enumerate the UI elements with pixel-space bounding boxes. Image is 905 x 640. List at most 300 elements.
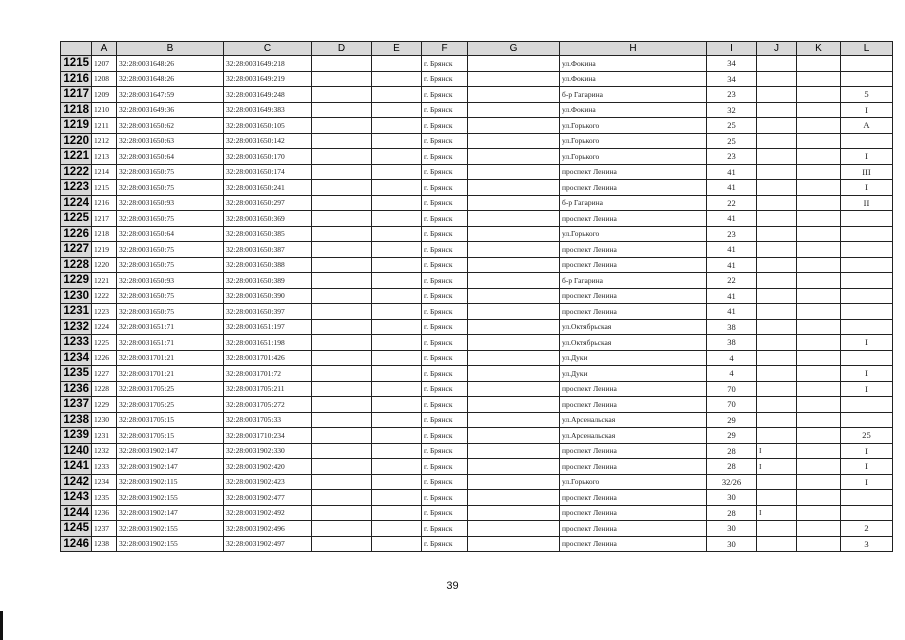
- cell-a[interactable]: 1213: [92, 149, 117, 165]
- cell-l[interactable]: [841, 242, 893, 258]
- cell-c[interactable]: 32:28:0031705:272: [224, 397, 312, 413]
- cell-g[interactable]: [468, 273, 560, 289]
- cell-k[interactable]: [797, 412, 841, 428]
- cell-i[interactable]: 28: [707, 505, 757, 521]
- cell-b[interactable]: 32:28:0031902:147: [117, 459, 224, 475]
- cell-d[interactable]: [312, 536, 372, 552]
- cell-l[interactable]: I: [841, 366, 893, 382]
- cell-j[interactable]: [757, 257, 797, 273]
- row-header[interactable]: 1216: [61, 71, 92, 87]
- cell-c[interactable]: 32:28:0031650:170: [224, 149, 312, 165]
- cell-c[interactable]: 32:28:0031650:174: [224, 164, 312, 180]
- cell-d[interactable]: [312, 304, 372, 320]
- cell-k[interactable]: [797, 164, 841, 180]
- cell-a[interactable]: 1225: [92, 335, 117, 351]
- cell-d[interactable]: [312, 288, 372, 304]
- cell-k[interactable]: [797, 381, 841, 397]
- cell-h[interactable]: ул.Горького: [560, 133, 707, 149]
- cell-e[interactable]: [372, 71, 422, 87]
- cell-d[interactable]: [312, 443, 372, 459]
- cell-e[interactable]: [372, 273, 422, 289]
- cell-e[interactable]: [372, 474, 422, 490]
- row-header[interactable]: 1240: [61, 443, 92, 459]
- cell-k[interactable]: [797, 102, 841, 118]
- row-header[interactable]: 1221: [61, 149, 92, 165]
- cell-a[interactable]: 1238: [92, 536, 117, 552]
- cell-f[interactable]: г. Брянск: [422, 319, 468, 335]
- cell-e[interactable]: [372, 521, 422, 537]
- cell-i[interactable]: 28: [707, 459, 757, 475]
- cell-k[interactable]: [797, 428, 841, 444]
- cell-d[interactable]: [312, 87, 372, 103]
- cell-i[interactable]: 4: [707, 350, 757, 366]
- cell-k[interactable]: [797, 505, 841, 521]
- cell-c[interactable]: 32:28:0031650:241: [224, 180, 312, 196]
- row-header[interactable]: 1229: [61, 273, 92, 289]
- cell-f[interactable]: г. Брянск: [422, 366, 468, 382]
- cell-h[interactable]: ул.Горького: [560, 226, 707, 242]
- cell-d[interactable]: [312, 335, 372, 351]
- cell-i[interactable]: 23: [707, 87, 757, 103]
- cell-d[interactable]: [312, 412, 372, 428]
- cell-c[interactable]: 32:28:0031649:248: [224, 87, 312, 103]
- cell-i[interactable]: 30: [707, 521, 757, 537]
- row-header[interactable]: 1245: [61, 521, 92, 537]
- cell-a[interactable]: 1232: [92, 443, 117, 459]
- cell-k[interactable]: [797, 149, 841, 165]
- cell-b[interactable]: 32:28:0031648:26: [117, 71, 224, 87]
- cell-h[interactable]: б-р Гагарина: [560, 273, 707, 289]
- cell-e[interactable]: [372, 195, 422, 211]
- cell-l[interactable]: [841, 226, 893, 242]
- cell-f[interactable]: г. Брянск: [422, 304, 468, 320]
- cell-i[interactable]: 38: [707, 335, 757, 351]
- cell-g[interactable]: [468, 226, 560, 242]
- cell-a[interactable]: 1224: [92, 319, 117, 335]
- cell-a[interactable]: 1230: [92, 412, 117, 428]
- cell-j[interactable]: [757, 366, 797, 382]
- cell-c[interactable]: 32:28:0031651:198: [224, 335, 312, 351]
- cell-g[interactable]: [468, 118, 560, 134]
- cell-b[interactable]: 32:28:0031650:63: [117, 133, 224, 149]
- cell-c[interactable]: 32:28:0031705:33: [224, 412, 312, 428]
- cell-j[interactable]: [757, 536, 797, 552]
- cell-i[interactable]: 22: [707, 273, 757, 289]
- cell-k[interactable]: [797, 304, 841, 320]
- cell-h[interactable]: проспект Ленина: [560, 505, 707, 521]
- cell-f[interactable]: г. Брянск: [422, 428, 468, 444]
- cell-c[interactable]: 32:28:0031701:426: [224, 350, 312, 366]
- cell-l[interactable]: II: [841, 195, 893, 211]
- cell-l[interactable]: [841, 273, 893, 289]
- cell-f[interactable]: г. Брянск: [422, 211, 468, 227]
- cell-f[interactable]: г. Брянск: [422, 195, 468, 211]
- cell-a[interactable]: 1227: [92, 366, 117, 382]
- cell-g[interactable]: [468, 350, 560, 366]
- row-header[interactable]: 1217: [61, 87, 92, 103]
- cell-k[interactable]: [797, 180, 841, 196]
- cell-j[interactable]: [757, 164, 797, 180]
- cell-h[interactable]: проспект Ленина: [560, 490, 707, 506]
- cell-a[interactable]: 1216: [92, 195, 117, 211]
- cell-f[interactable]: г. Брянск: [422, 397, 468, 413]
- cell-h[interactable]: ул.Октябрьская: [560, 319, 707, 335]
- cell-d[interactable]: [312, 350, 372, 366]
- cell-a[interactable]: 1228: [92, 381, 117, 397]
- cell-f[interactable]: г. Брянск: [422, 474, 468, 490]
- cell-c[interactable]: 32:28:0031649:219: [224, 71, 312, 87]
- cell-j[interactable]: [757, 474, 797, 490]
- cell-i[interactable]: 38: [707, 319, 757, 335]
- cell-i[interactable]: 34: [707, 56, 757, 72]
- cell-h[interactable]: проспект Ленина: [560, 242, 707, 258]
- cell-a[interactable]: 1234: [92, 474, 117, 490]
- cell-g[interactable]: [468, 521, 560, 537]
- cell-b[interactable]: 32:28:0031701:21: [117, 366, 224, 382]
- cell-i[interactable]: 30: [707, 490, 757, 506]
- cell-d[interactable]: [312, 459, 372, 475]
- column-header[interactable]: I: [707, 42, 757, 56]
- cell-a[interactable]: 1210: [92, 102, 117, 118]
- cell-k[interactable]: [797, 288, 841, 304]
- cell-g[interactable]: [468, 319, 560, 335]
- cell-k[interactable]: [797, 397, 841, 413]
- cell-h[interactable]: проспект Ленина: [560, 443, 707, 459]
- cell-i[interactable]: 41: [707, 164, 757, 180]
- cell-b[interactable]: 32:28:0031902:155: [117, 490, 224, 506]
- cell-i[interactable]: 25: [707, 118, 757, 134]
- cell-g[interactable]: [468, 257, 560, 273]
- cell-h[interactable]: проспект Ленина: [560, 397, 707, 413]
- row-header[interactable]: 1244: [61, 505, 92, 521]
- cell-a[interactable]: 1209: [92, 87, 117, 103]
- cell-a[interactable]: 1208: [92, 71, 117, 87]
- row-header[interactable]: 1241: [61, 459, 92, 475]
- cell-a[interactable]: 1207: [92, 56, 117, 72]
- cell-f[interactable]: г. Брянск: [422, 350, 468, 366]
- cell-e[interactable]: [372, 180, 422, 196]
- cell-g[interactable]: [468, 195, 560, 211]
- cell-k[interactable]: [797, 443, 841, 459]
- cell-d[interactable]: [312, 133, 372, 149]
- cell-b[interactable]: 32:28:0031650:93: [117, 195, 224, 211]
- row-header[interactable]: 1230: [61, 288, 92, 304]
- cell-f[interactable]: г. Брянск: [422, 133, 468, 149]
- cell-b[interactable]: 32:28:0031650:75: [117, 164, 224, 180]
- row-header[interactable]: 1226: [61, 226, 92, 242]
- cell-c[interactable]: 32:28:0031650:397: [224, 304, 312, 320]
- cell-c[interactable]: 32:28:0031650:105: [224, 118, 312, 134]
- cell-l[interactable]: [841, 71, 893, 87]
- cell-k[interactable]: [797, 366, 841, 382]
- cell-a[interactable]: 1211: [92, 118, 117, 134]
- cell-f[interactable]: г. Брянск: [422, 56, 468, 72]
- cell-j[interactable]: I: [757, 459, 797, 475]
- cell-i[interactable]: 41: [707, 211, 757, 227]
- cell-l[interactable]: [841, 397, 893, 413]
- column-header[interactable]: D: [312, 42, 372, 56]
- cell-h[interactable]: ул.Арсенальская: [560, 412, 707, 428]
- cell-a[interactable]: 1212: [92, 133, 117, 149]
- row-header[interactable]: 1220: [61, 133, 92, 149]
- cell-h[interactable]: проспект Ленина: [560, 164, 707, 180]
- cell-l[interactable]: [841, 288, 893, 304]
- cell-b[interactable]: 32:28:0031902:147: [117, 505, 224, 521]
- row-header[interactable]: 1234: [61, 350, 92, 366]
- cell-c[interactable]: 32:28:0031902:492: [224, 505, 312, 521]
- cell-b[interactable]: 32:28:0031902:115: [117, 474, 224, 490]
- cell-c[interactable]: 32:28:0031902:497: [224, 536, 312, 552]
- cell-d[interactable]: [312, 505, 372, 521]
- cell-h[interactable]: ул.Фокина: [560, 56, 707, 72]
- cell-j[interactable]: [757, 397, 797, 413]
- cell-g[interactable]: [468, 211, 560, 227]
- cell-l[interactable]: I: [841, 180, 893, 196]
- cell-f[interactable]: г. Брянск: [422, 459, 468, 475]
- cell-h[interactable]: ул.Дуки: [560, 366, 707, 382]
- row-header[interactable]: 1239: [61, 428, 92, 444]
- cell-d[interactable]: [312, 319, 372, 335]
- cell-e[interactable]: [372, 288, 422, 304]
- cell-h[interactable]: проспект Ленина: [560, 459, 707, 475]
- cell-k[interactable]: [797, 242, 841, 258]
- cell-j[interactable]: [757, 118, 797, 134]
- cell-l[interactable]: [841, 211, 893, 227]
- cell-e[interactable]: [372, 257, 422, 273]
- cell-c[interactable]: 32:28:0031650:369: [224, 211, 312, 227]
- cell-d[interactable]: [312, 226, 372, 242]
- cell-b[interactable]: 32:28:0031650:64: [117, 226, 224, 242]
- cell-c[interactable]: 32:28:0031651:197: [224, 319, 312, 335]
- cell-h[interactable]: ул.Фокина: [560, 102, 707, 118]
- row-header[interactable]: 1242: [61, 474, 92, 490]
- cell-g[interactable]: [468, 102, 560, 118]
- cell-f[interactable]: г. Брянск: [422, 149, 468, 165]
- cell-h[interactable]: ул.Дуки: [560, 350, 707, 366]
- cell-b[interactable]: 32:28:0031705:25: [117, 397, 224, 413]
- row-header[interactable]: 1218: [61, 102, 92, 118]
- cell-i[interactable]: 22: [707, 195, 757, 211]
- cell-j[interactable]: I: [757, 443, 797, 459]
- cell-g[interactable]: [468, 459, 560, 475]
- cell-l[interactable]: [841, 350, 893, 366]
- cell-k[interactable]: [797, 273, 841, 289]
- cell-e[interactable]: [372, 118, 422, 134]
- cell-k[interactable]: [797, 335, 841, 351]
- cell-l[interactable]: [841, 56, 893, 72]
- cell-l[interactable]: 5: [841, 87, 893, 103]
- cell-j[interactable]: [757, 288, 797, 304]
- cell-h[interactable]: ул.Горького: [560, 149, 707, 165]
- cell-c[interactable]: 32:28:0031902:420: [224, 459, 312, 475]
- cell-a[interactable]: 1217: [92, 211, 117, 227]
- cell-k[interactable]: [797, 474, 841, 490]
- row-header[interactable]: 1215: [61, 56, 92, 72]
- cell-j[interactable]: [757, 335, 797, 351]
- cell-j[interactable]: [757, 350, 797, 366]
- column-header[interactable]: J: [757, 42, 797, 56]
- cell-j[interactable]: [757, 149, 797, 165]
- cell-e[interactable]: [372, 366, 422, 382]
- cell-f[interactable]: г. Брянск: [422, 226, 468, 242]
- cell-f[interactable]: г. Брянск: [422, 257, 468, 273]
- cell-g[interactable]: [468, 56, 560, 72]
- cell-e[interactable]: [372, 164, 422, 180]
- cell-g[interactable]: [468, 180, 560, 196]
- cell-k[interactable]: [797, 71, 841, 87]
- cell-k[interactable]: [797, 226, 841, 242]
- cell-i[interactable]: 41: [707, 304, 757, 320]
- cell-h[interactable]: ул.Горького: [560, 118, 707, 134]
- cell-b[interactable]: 32:28:0031902:155: [117, 536, 224, 552]
- cell-d[interactable]: [312, 257, 372, 273]
- cell-l[interactable]: [841, 412, 893, 428]
- cell-e[interactable]: [372, 459, 422, 475]
- cell-d[interactable]: [312, 381, 372, 397]
- cell-l[interactable]: I: [841, 102, 893, 118]
- cell-l[interactable]: I: [841, 381, 893, 397]
- cell-i[interactable]: 70: [707, 397, 757, 413]
- cell-i[interactable]: 29: [707, 428, 757, 444]
- cell-l[interactable]: III: [841, 164, 893, 180]
- cell-e[interactable]: [372, 428, 422, 444]
- cell-c[interactable]: 32:28:0031649:218: [224, 56, 312, 72]
- cell-e[interactable]: [372, 102, 422, 118]
- cell-l[interactable]: [841, 257, 893, 273]
- cell-c[interactable]: 32:28:0031650:389: [224, 273, 312, 289]
- cell-c[interactable]: 32:28:0031701:72: [224, 366, 312, 382]
- column-header[interactable]: B: [117, 42, 224, 56]
- cell-e[interactable]: [372, 490, 422, 506]
- cell-e[interactable]: [372, 226, 422, 242]
- cell-j[interactable]: [757, 211, 797, 227]
- cell-d[interactable]: [312, 474, 372, 490]
- cell-c[interactable]: 32:28:0031902:477: [224, 490, 312, 506]
- cell-h[interactable]: проспект Ленина: [560, 288, 707, 304]
- cell-e[interactable]: [372, 505, 422, 521]
- row-header[interactable]: 1237: [61, 397, 92, 413]
- cell-b[interactable]: 32:28:0031650:75: [117, 304, 224, 320]
- cell-g[interactable]: [468, 428, 560, 444]
- cell-a[interactable]: 1215: [92, 180, 117, 196]
- cell-b[interactable]: 32:28:0031650:75: [117, 257, 224, 273]
- cell-h[interactable]: б-р Гагарина: [560, 87, 707, 103]
- cell-c[interactable]: 32:28:0031710:234: [224, 428, 312, 444]
- cell-d[interactable]: [312, 56, 372, 72]
- cell-b[interactable]: 32:28:0031650:93: [117, 273, 224, 289]
- row-header[interactable]: 1231: [61, 304, 92, 320]
- cell-g[interactable]: [468, 366, 560, 382]
- cell-h[interactable]: проспект Ленина: [560, 381, 707, 397]
- cell-j[interactable]: [757, 87, 797, 103]
- cell-d[interactable]: [312, 242, 372, 258]
- cell-j[interactable]: [757, 195, 797, 211]
- cell-j[interactable]: [757, 412, 797, 428]
- cell-g[interactable]: [468, 397, 560, 413]
- cell-c[interactable]: 32:28:0031649:383: [224, 102, 312, 118]
- cell-l[interactable]: 3: [841, 536, 893, 552]
- cell-k[interactable]: [797, 211, 841, 227]
- row-header[interactable]: 1236: [61, 381, 92, 397]
- cell-g[interactable]: [468, 505, 560, 521]
- cell-d[interactable]: [312, 149, 372, 165]
- cell-l[interactable]: I: [841, 474, 893, 490]
- cell-b[interactable]: 32:28:0031651:71: [117, 335, 224, 351]
- cell-h[interactable]: ул.Горького: [560, 474, 707, 490]
- cell-e[interactable]: [372, 149, 422, 165]
- cell-f[interactable]: г. Брянск: [422, 505, 468, 521]
- cell-h[interactable]: проспект Ленина: [560, 521, 707, 537]
- cell-j[interactable]: I: [757, 505, 797, 521]
- cell-f[interactable]: г. Брянск: [422, 490, 468, 506]
- corner-cell[interactable]: [61, 42, 92, 56]
- column-header[interactable]: G: [468, 42, 560, 56]
- row-header[interactable]: 1227: [61, 242, 92, 258]
- cell-g[interactable]: [468, 490, 560, 506]
- cell-a[interactable]: 1219: [92, 242, 117, 258]
- cell-j[interactable]: [757, 71, 797, 87]
- cell-e[interactable]: [372, 319, 422, 335]
- cell-l[interactable]: [841, 304, 893, 320]
- cell-a[interactable]: 1220: [92, 257, 117, 273]
- cell-b[interactable]: 32:28:0031650:75: [117, 211, 224, 227]
- cell-a[interactable]: 1233: [92, 459, 117, 475]
- cell-f[interactable]: г. Брянск: [422, 273, 468, 289]
- row-header[interactable]: 1243: [61, 490, 92, 506]
- row-header[interactable]: 1235: [61, 366, 92, 382]
- cell-d[interactable]: [312, 521, 372, 537]
- cell-g[interactable]: [468, 288, 560, 304]
- row-header[interactable]: 1228: [61, 257, 92, 273]
- cell-e[interactable]: [372, 536, 422, 552]
- cell-d[interactable]: [312, 102, 372, 118]
- cell-i[interactable]: 70: [707, 381, 757, 397]
- cell-k[interactable]: [797, 195, 841, 211]
- cell-g[interactable]: [468, 304, 560, 320]
- cell-f[interactable]: г. Брянск: [422, 381, 468, 397]
- row-header[interactable]: 1238: [61, 412, 92, 428]
- column-header[interactable]: K: [797, 42, 841, 56]
- cell-b[interactable]: 32:28:0031705:15: [117, 412, 224, 428]
- cell-a[interactable]: 1235: [92, 490, 117, 506]
- cell-c[interactable]: 32:28:0031902:423: [224, 474, 312, 490]
- cell-h[interactable]: проспект Ленина: [560, 257, 707, 273]
- row-header[interactable]: 1246: [61, 536, 92, 552]
- cell-j[interactable]: [757, 490, 797, 506]
- cell-c[interactable]: 32:28:0031902:330: [224, 443, 312, 459]
- cell-a[interactable]: 1231: [92, 428, 117, 444]
- cell-a[interactable]: 1229: [92, 397, 117, 413]
- cell-h[interactable]: ул.Фокина: [560, 71, 707, 87]
- cell-e[interactable]: [372, 211, 422, 227]
- cell-g[interactable]: [468, 335, 560, 351]
- cell-a[interactable]: 1226: [92, 350, 117, 366]
- cell-e[interactable]: [372, 335, 422, 351]
- cell-b[interactable]: 32:28:0031650:64: [117, 149, 224, 165]
- cell-b[interactable]: 32:28:0031650:75: [117, 288, 224, 304]
- cell-d[interactable]: [312, 195, 372, 211]
- cell-a[interactable]: 1214: [92, 164, 117, 180]
- cell-a[interactable]: 1221: [92, 273, 117, 289]
- cell-l[interactable]: 2: [841, 521, 893, 537]
- cell-i[interactable]: 25: [707, 133, 757, 149]
- row-header[interactable]: 1232: [61, 319, 92, 335]
- cell-l[interactable]: [841, 490, 893, 506]
- row-header[interactable]: 1219: [61, 118, 92, 134]
- cell-g[interactable]: [468, 242, 560, 258]
- cell-e[interactable]: [372, 87, 422, 103]
- cell-i[interactable]: 41: [707, 242, 757, 258]
